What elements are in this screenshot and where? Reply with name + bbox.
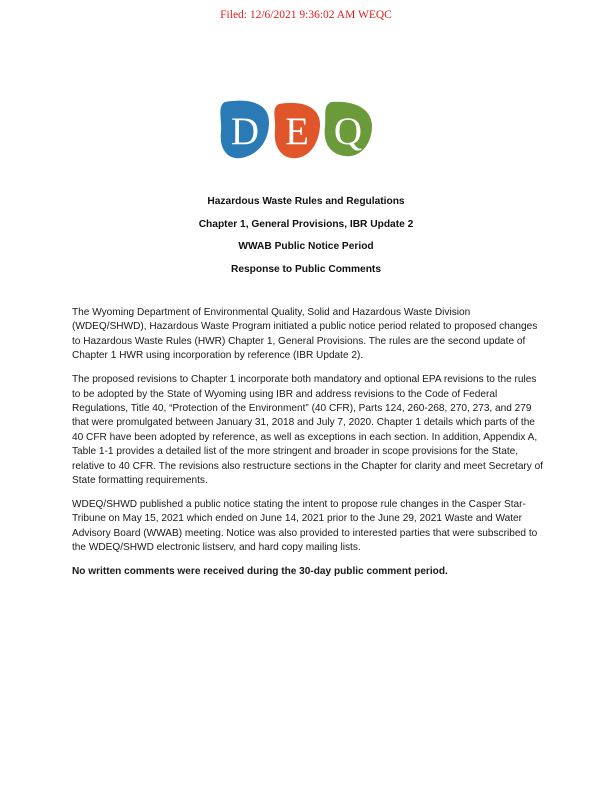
heading-period: WWAB Public Notice Period	[238, 241, 374, 252]
heading-chapter: Chapter 1, General Provisions, IBR Update 2	[198, 218, 414, 230]
filed-stamp: Filed: 12/6/2021 9:36:02 AM WEQC	[220, 9, 392, 21]
logo-letter-e: E	[285, 110, 309, 153]
paragraph-notice: WDEQ/SHWD published a public notice stating the intent to propose rule changes in the Casper Star-Tribune on May 15, 2021 which ended on June 14, 2021 prior to the June 29, 2021 Waste and Water Advisory Board (WWAB) meeting. Notice was also provided to interested parties that were subscribed to the WDEQ/SHWD electronic listserv, and hard copy mailing lists.	[72, 498, 538, 554]
logo-letter-q: Q	[333, 110, 363, 153]
paragraph-revisions: The proposed revisions to Chapter 1 incorporate both mandatory and optional EPA revisions to the rules to be adopted by the State of Wyoming using IBR and address revisions to the Code of Federal Regulations, Title 40, “Protection of the Environment” (40 CFR), Parts 124, 260-268, 270, 273, and 279 that were promulgated between January 31, 2018 and July 7, 2020. Chapter 1 details which parts of the 40 CFR have been adopted by reference, as well as exceptions in each section. In addition, Appendix A, Table 1-1 provides a detailed list of the more stringent and broader in scope provisions for the State, relative to 40 CFR. The revisions also restructure sections in the Chapter for clarity and meet Secretary of State formatting requirements.	[72, 374, 544, 486]
document-headings	[0, 196, 612, 286]
document-body	[72, 306, 544, 589]
paragraph-no-comments: No written comments were received during the 30-day public comment period.	[72, 566, 448, 577]
paragraph-intro: The Wyoming Department of Environmental Quality, Solid and Hazardous Waste Division (WDEQ/SHWD), Hazardous Waste Program initiated a public notice period related to proposed changes to Hazardous Waste Rules (HWR) Chapter 1, General Provisions. The rules are the second update of Chapter 1 HWR using incorporation by reference (IBR Update 2).	[72, 307, 538, 362]
logo-letter-d: D	[230, 110, 260, 153]
heading-response: Response to Public Comments	[230, 263, 381, 275]
heading-title: Hazardous Waste Rules and Regulations	[207, 196, 405, 207]
deq-logo	[217, 98, 377, 162]
